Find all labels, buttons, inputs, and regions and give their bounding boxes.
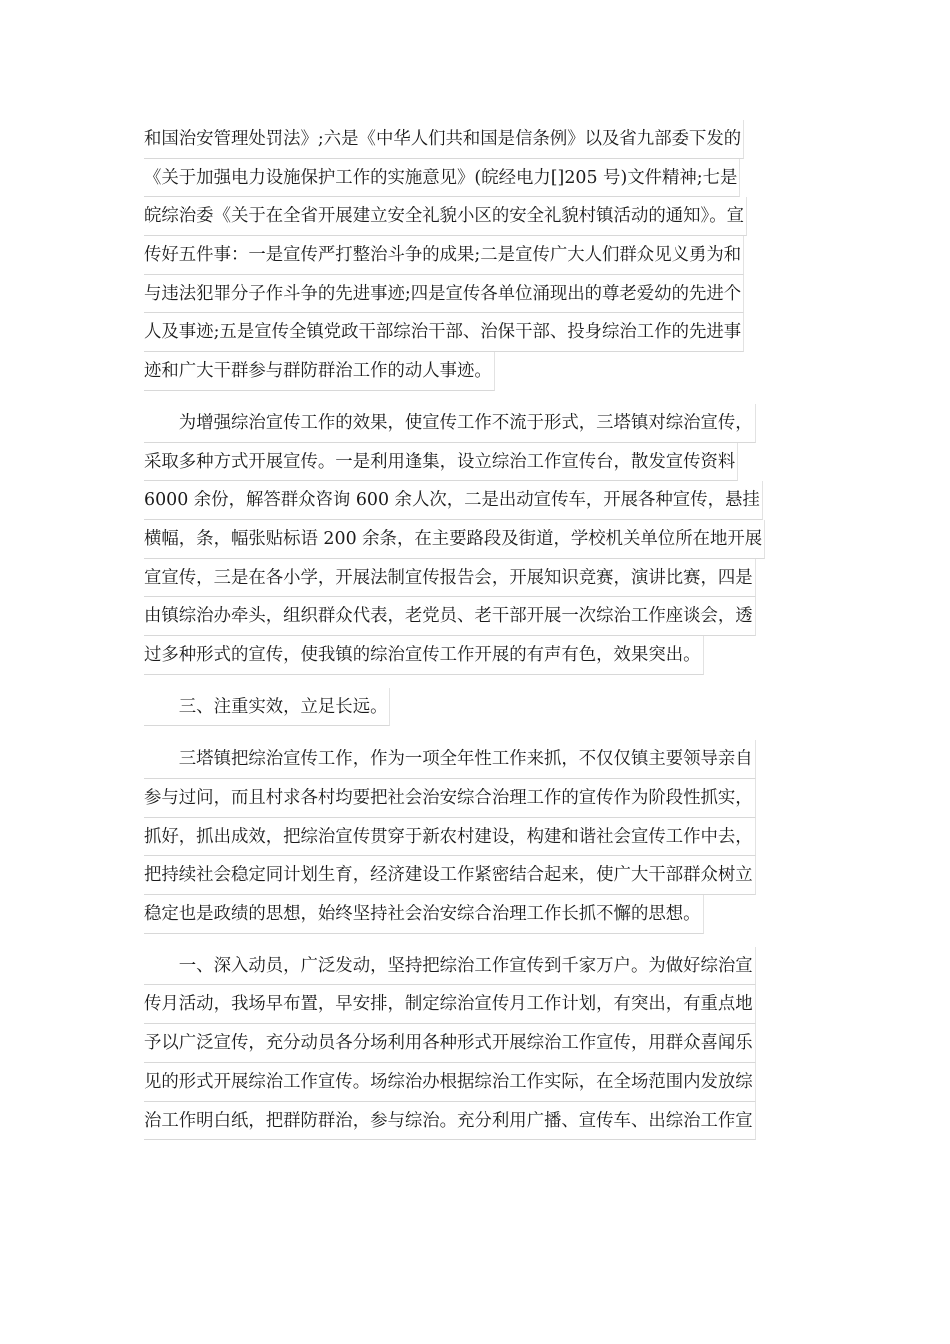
text-line: 抓好，抓出成效，把综治宣传贯穿于新农村建设，构建和谐社会宣传工作中去， bbox=[144, 818, 756, 857]
text-line: 《关于加强电力设施保护工作的实施意见》(皖经电力[]205 号)文件精神;七是 bbox=[144, 159, 740, 198]
text-line: 为增强综治宣传工作的效果，使宣传工作不流于形式，三塔镇对综治宣传， bbox=[144, 404, 756, 443]
text-line: 采取多种方式开展宣传。一是利用逢集，设立综治工作宣传台，散发宣传资料 bbox=[144, 443, 738, 482]
paragraph-publicity-methods bbox=[144, 404, 809, 675]
paragraph-long-term-work bbox=[144, 740, 809, 933]
text-line: 予以广泛宣传，充分动员各分场利用各种形式开展综治工作宣传，用群众喜闻乐 bbox=[144, 1024, 756, 1063]
text-line: 传好五件事：一是宣传严打整治斗争的成果;二是宣传广大人们群众见义勇为和 bbox=[144, 236, 744, 275]
text-line: 见的形式开展综治工作宣传。场综治办根据综治工作实际，在全场范围内发放综 bbox=[144, 1063, 756, 1102]
text-line: 人及事迹;五是宣传全镇党政干部综治干部、治保干部、投身综治工作的先进事 bbox=[144, 313, 744, 352]
text-line: 传月活动，我场早布置，早安排，制定综治宣传月工作计划，有突出，有重点地 bbox=[144, 985, 756, 1024]
text-line: 由镇综治办牵头，组织群众代表，老党员、老干部开展一次综治工作座谈会，透 bbox=[144, 597, 756, 636]
text-line: 皖综治委《关于在全省开展建立安全礼貌小区的安全礼貌村镇活动的通知》。宣 bbox=[144, 197, 747, 236]
text-line: 宣宣传，三是在各小学，开展法制宣传报告会，开展知识竞赛，演讲比赛，四是 bbox=[144, 559, 756, 598]
text-line: 和国治安管理处罚法》;六是《中华人们共和国是信条例》以及省九部委下发的 bbox=[144, 120, 744, 159]
text-line: 三塔镇把综治宣传工作，作为一项全年性工作来抓，不仅仅镇主要领导亲自 bbox=[144, 740, 756, 779]
text-line: 迹和广大干群参与群防群治工作的动人事迹。 bbox=[144, 352, 495, 391]
section-heading bbox=[144, 688, 809, 727]
heading-line: 三、注重实效，立足长远。 bbox=[144, 688, 390, 727]
text-line: 参与过问，而且村求各村均要把社会治安综合治理工作的宣传作为阶段性抓实， bbox=[144, 779, 756, 818]
text-line: 横幅，条，幅张贴标语 200 余条，在主要路段及街道，学校机关单位所在地开展 bbox=[144, 520, 765, 559]
text-line: 把持续社会稳定同计划生育，经济建设工作紧密结合起来，使广大干部群众树立 bbox=[144, 856, 756, 895]
paragraph-publicity-content bbox=[144, 120, 809, 391]
text-line: 6000 余份，解答群众咨询 600 余人次，二是出动宣传车，开展各种宣传，悬挂 bbox=[144, 481, 763, 520]
text-line: 过多种形式的宣传，使我镇的综治宣传工作开展的有声有色，效果突出。 bbox=[144, 636, 704, 675]
document-body bbox=[144, 120, 809, 1154]
paragraph-mobilization bbox=[144, 947, 809, 1140]
text-line: 与违法犯罪分子作斗争的先进事迹;四是宣传各单位涌现出的尊老爱幼的先进个 bbox=[144, 275, 744, 314]
text-line: 一、深入动员，广泛发动，坚持把综治工作宣传到千家万户。为做好综治宣 bbox=[144, 947, 756, 986]
text-line: 治工作明白纸，把群防群治，参与综治。充分利用广播、宣传车、出综治工作宣 bbox=[144, 1102, 756, 1141]
text-line: 稳定也是政绩的思想，始终坚持社会治安综合治理工作长抓不懈的思想。 bbox=[144, 895, 704, 934]
